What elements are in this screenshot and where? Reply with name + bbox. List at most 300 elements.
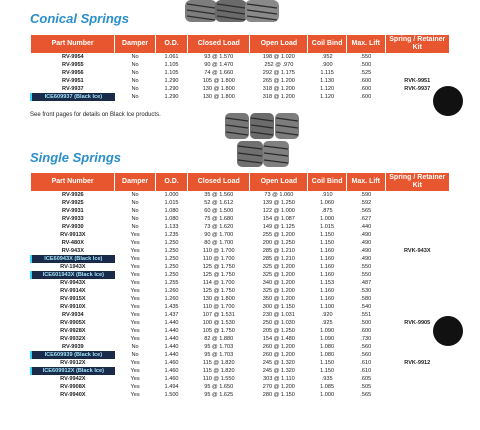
cell-pn: RV-9925 bbox=[62, 200, 84, 206]
cell-pn: RV-9930 bbox=[62, 224, 84, 230]
table-row bbox=[31, 351, 450, 359]
cell-pn: ICE609937 (Black Ice) bbox=[31, 93, 115, 101]
cell-kit bbox=[385, 199, 449, 207]
cell-od: 1.235 bbox=[164, 232, 179, 238]
cell-damper: No bbox=[131, 70, 139, 76]
cell-kit bbox=[385, 61, 449, 69]
cell-lift: .440 bbox=[360, 224, 372, 230]
cell-open: 139 @ 1.250 bbox=[262, 200, 295, 206]
cell-od: 1.250 bbox=[164, 272, 179, 278]
cell-pn: RV-9955 bbox=[62, 62, 84, 68]
cell-open: 154 @ 1.480 bbox=[262, 336, 295, 342]
cell-coil: 1.115 bbox=[320, 70, 334, 76]
table-row bbox=[31, 279, 450, 287]
column-header: Open Load bbox=[250, 35, 308, 53]
cell-damper: Yes bbox=[130, 256, 140, 262]
cell-lift: .525 bbox=[360, 70, 372, 76]
table-row bbox=[31, 391, 450, 399]
cell-open: 200 @ 1.250 bbox=[262, 240, 295, 246]
cell-open: 260 @ 1.200 bbox=[262, 344, 295, 350]
column-header: Coil Bind bbox=[308, 35, 347, 53]
cell-lift: .600 bbox=[360, 328, 372, 334]
cell-closed: 100 @ 1.530 bbox=[202, 320, 235, 326]
cell-kit: RVK-9951 bbox=[404, 78, 431, 84]
cell-open: 122 @ 1.000 bbox=[262, 208, 295, 214]
cell-closed: 95 @ 1.650 bbox=[204, 384, 234, 390]
cell-kit bbox=[385, 375, 449, 383]
table-row bbox=[31, 231, 450, 239]
cell-open: 255 @ 1.200 bbox=[262, 232, 295, 238]
cell-lift: .490 bbox=[360, 256, 372, 262]
cell-closed: 130 @ 1.800 bbox=[202, 86, 235, 92]
cell-coil: 1.160 bbox=[320, 272, 335, 278]
table-row bbox=[31, 375, 450, 383]
single-springs-title: Single Springs bbox=[30, 150, 122, 165]
cell-pn: ICE609939 (Black Ice) bbox=[31, 351, 115, 359]
cell-open: 318 @ 1.200 bbox=[262, 86, 295, 92]
cell-lift: .730 bbox=[360, 336, 372, 342]
cell-od: 1.440 bbox=[164, 352, 179, 358]
cell-lift: .550 bbox=[360, 264, 372, 270]
cell-open: 252 @ .970 bbox=[264, 62, 294, 68]
cell-lift: .565 bbox=[360, 392, 372, 398]
table-row bbox=[31, 247, 450, 255]
table-row bbox=[31, 319, 450, 327]
cell-od: 1.260 bbox=[164, 296, 179, 302]
column-header: Part Number bbox=[31, 35, 115, 53]
cell-lift: .610 bbox=[360, 360, 372, 366]
cell-coil: 1.150 bbox=[320, 240, 335, 246]
table-row bbox=[31, 343, 450, 351]
table-row bbox=[31, 199, 450, 207]
table-row bbox=[31, 215, 450, 223]
cell-lift: .490 bbox=[360, 232, 372, 238]
cell-kit bbox=[385, 255, 449, 263]
cell-pn: RV-9913X bbox=[60, 232, 86, 238]
cell-open: 285 @ 1.210 bbox=[262, 256, 295, 262]
cell-od: 1.460 bbox=[164, 360, 179, 366]
cell-od: 1.290 bbox=[164, 86, 179, 92]
cell-closed: 105 @ 1.750 bbox=[202, 328, 235, 334]
cell-damper: Yes bbox=[130, 368, 140, 374]
table-row bbox=[31, 383, 450, 391]
cell-od: 1.460 bbox=[164, 376, 179, 382]
cell-coil: 1.160 bbox=[320, 296, 335, 302]
cell-damper: No bbox=[131, 62, 139, 68]
cell-damper: Yes bbox=[130, 304, 140, 310]
cell-coil: 1.080 bbox=[320, 352, 335, 358]
cell-closed: 95 @ 1.703 bbox=[204, 352, 234, 358]
cell-lift: .600 bbox=[360, 94, 372, 100]
cell-od: 1.105 bbox=[164, 70, 179, 76]
cell-damper: Yes bbox=[130, 320, 140, 326]
cell-pn: RV-9910X bbox=[60, 304, 86, 310]
cell-open: 340 @ 1.200 bbox=[262, 280, 295, 286]
cell-damper: No bbox=[131, 224, 139, 230]
cell-closed: 74 @ 1.660 bbox=[204, 70, 234, 76]
cell-kit bbox=[385, 343, 449, 351]
cell-damper: No bbox=[131, 208, 139, 214]
cell-kit: RVK-943X bbox=[403, 248, 431, 254]
cell-closed: 80 @ 1.700 bbox=[204, 240, 234, 246]
column-header: Coil Bind bbox=[308, 173, 347, 191]
table-row bbox=[31, 359, 450, 367]
cell-coil: 1.100 bbox=[320, 304, 335, 310]
cell-kit bbox=[385, 263, 449, 271]
cell-pn: RV-9951 bbox=[62, 78, 84, 84]
cell-closed: 95 @ 1.625 bbox=[204, 392, 234, 398]
cell-damper: No bbox=[131, 86, 139, 92]
cell-kit bbox=[385, 223, 449, 231]
cell-kit bbox=[385, 351, 449, 359]
cell-kit bbox=[385, 279, 449, 287]
cell-open: 149 @ 1.125 bbox=[262, 224, 295, 230]
cell-closed: 95 @ 1.703 bbox=[204, 344, 234, 350]
cell-coil: 1.160 bbox=[320, 288, 335, 294]
black-ice-note: See front pages for details on Black Ice products. bbox=[30, 112, 161, 118]
cell-od: 1.437 bbox=[164, 312, 179, 318]
column-header: O.D. bbox=[155, 35, 187, 53]
table-row bbox=[31, 271, 450, 279]
cell-damper: No bbox=[131, 54, 139, 60]
cell-closed: 110 @ 1.700 bbox=[202, 248, 235, 254]
cell-lift: .592 bbox=[360, 200, 372, 206]
cell-open: 245 @ 1.320 bbox=[262, 360, 295, 366]
cell-closed: 130 @ 1.800 bbox=[202, 296, 235, 302]
cell-kit: RVK-9912 bbox=[404, 360, 431, 366]
cell-pn: RV-9931 bbox=[62, 208, 84, 214]
binder-hole bbox=[433, 86, 463, 116]
cell-closed: 125 @ 1.750 bbox=[202, 264, 235, 270]
cell-damper: Yes bbox=[130, 392, 140, 398]
binder-hole bbox=[433, 316, 463, 346]
cell-open: 270 @ 1.200 bbox=[262, 384, 295, 390]
cell-damper: Yes bbox=[130, 272, 140, 278]
cell-closed: 110 @ 1.550 bbox=[202, 376, 235, 382]
cell-od: 1.250 bbox=[164, 248, 179, 254]
cell-coil: .925 bbox=[321, 320, 333, 326]
cell-lift: .487 bbox=[360, 280, 372, 286]
cell-kit bbox=[385, 53, 449, 61]
cell-od: 1.440 bbox=[164, 320, 179, 326]
cell-pn: RV-9926 bbox=[62, 192, 84, 198]
cell-lift: .490 bbox=[360, 248, 372, 254]
cell-od: 1.061 bbox=[164, 54, 179, 60]
cell-pn: RV-9956 bbox=[62, 70, 84, 76]
cell-damper: Yes bbox=[130, 288, 140, 294]
cell-coil: .900 bbox=[321, 62, 333, 68]
cell-damper: No bbox=[131, 192, 139, 198]
table-row bbox=[31, 93, 450, 101]
cell-closed: 60 @ 1.500 bbox=[204, 208, 234, 214]
spring-coil-icon bbox=[185, 0, 279, 22]
cell-closed: 52 @ 1.612 bbox=[204, 200, 234, 206]
cell-od: 1.440 bbox=[164, 328, 179, 334]
cell-damper: No bbox=[131, 344, 139, 350]
cell-damper: No bbox=[131, 200, 139, 206]
cell-lift: .565 bbox=[360, 208, 372, 214]
cell-kit bbox=[385, 271, 449, 279]
single-springs-table bbox=[30, 173, 450, 399]
cell-lift: .605 bbox=[360, 376, 372, 382]
cell-open: 280 @ 1.150 bbox=[262, 392, 295, 398]
cell-od: 1.290 bbox=[164, 78, 179, 84]
cell-lift: .540 bbox=[360, 304, 372, 310]
cell-closed: 90 @ 1.700 bbox=[204, 232, 234, 238]
cell-kit bbox=[385, 215, 449, 223]
cell-kit bbox=[385, 295, 449, 303]
cell-kit bbox=[385, 69, 449, 77]
cell-pn: RV-9905X bbox=[60, 320, 86, 326]
cell-lift: .560 bbox=[360, 344, 372, 350]
table-row bbox=[31, 295, 450, 303]
cell-kit bbox=[385, 207, 449, 215]
cell-pn: RV-480X bbox=[61, 240, 84, 246]
spring-coil-icon bbox=[225, 113, 299, 167]
cell-closed: 73 @ 1.620 bbox=[204, 224, 234, 230]
cell-damper: Yes bbox=[130, 296, 140, 302]
table-row bbox=[31, 223, 450, 231]
cell-coil: .910 bbox=[321, 192, 333, 198]
table-row bbox=[31, 207, 450, 215]
cell-coil: .920 bbox=[321, 312, 333, 318]
table-row bbox=[31, 61, 450, 69]
cell-lift: .500 bbox=[360, 62, 372, 68]
cell-pn: RV-9934 bbox=[62, 312, 84, 318]
table-row bbox=[31, 191, 450, 199]
cell-open: 245 @ 1.320 bbox=[262, 368, 295, 374]
cell-damper: No bbox=[131, 94, 139, 100]
cell-pn: RV-9933 bbox=[62, 216, 84, 222]
cell-lift: .580 bbox=[360, 296, 372, 302]
column-header: Max. Lift bbox=[346, 35, 385, 53]
cell-closed: 93 @ 1.570 bbox=[204, 54, 234, 60]
cell-pn: RV-943X bbox=[61, 248, 84, 254]
cell-damper: Yes bbox=[130, 240, 140, 246]
cell-pn: RV-9937 bbox=[62, 86, 84, 92]
cell-od: 1.000 bbox=[164, 192, 179, 198]
table-row bbox=[31, 255, 450, 263]
cell-coil: 1.090 bbox=[320, 328, 335, 334]
single-springs-image bbox=[225, 113, 300, 168]
cell-damper: No bbox=[131, 78, 139, 84]
cell-damper: Yes bbox=[130, 312, 140, 318]
cell-kit bbox=[385, 191, 449, 199]
cell-pn: RV-1943X bbox=[60, 264, 86, 270]
cell-coil: 1.150 bbox=[320, 232, 335, 238]
cell-od: 1.080 bbox=[164, 208, 179, 214]
cell-coil: 1.130 bbox=[320, 78, 335, 84]
cell-coil: 1.015 bbox=[320, 224, 335, 230]
cell-kit bbox=[385, 391, 449, 399]
column-header: Max. Lift bbox=[346, 173, 385, 191]
cell-coil: 1.160 bbox=[320, 248, 335, 254]
table-row bbox=[31, 335, 450, 343]
cell-open: 265 @ 1.200 bbox=[262, 78, 295, 84]
cell-open: 325 @ 1.200 bbox=[262, 272, 295, 278]
cell-lift: .600 bbox=[360, 78, 372, 84]
column-header: Open Load bbox=[250, 173, 308, 191]
cell-kit bbox=[385, 231, 449, 239]
cell-open: 292 @ 1.175 bbox=[262, 70, 295, 76]
cell-coil: 1.080 bbox=[320, 344, 335, 350]
cell-coil: 1.160 bbox=[320, 256, 335, 262]
cell-damper: Yes bbox=[130, 248, 140, 254]
cell-closed: 107 @ 1.531 bbox=[202, 312, 235, 318]
cell-coil: 1.150 bbox=[320, 360, 335, 366]
cell-od: 1.250 bbox=[164, 256, 179, 262]
cell-damper: Yes bbox=[130, 280, 140, 286]
cell-closed: 75 @ 1.680 bbox=[204, 216, 234, 222]
cell-closed: 125 @ 1.750 bbox=[202, 272, 235, 278]
table-row bbox=[31, 287, 450, 295]
conical-springs-table bbox=[30, 35, 450, 101]
cell-kit bbox=[385, 287, 449, 295]
cell-open: 318 @ 1.200 bbox=[262, 94, 295, 100]
cell-closed: 114 @ 1.700 bbox=[202, 280, 235, 286]
table-row bbox=[31, 85, 450, 93]
cell-damper: Yes bbox=[130, 264, 140, 270]
cell-od: 1.290 bbox=[164, 94, 179, 100]
cell-coil: .952 bbox=[321, 54, 333, 60]
cell-closed: 115 @ 1.820 bbox=[202, 368, 235, 374]
cell-damper: Yes bbox=[130, 384, 140, 390]
cell-od: 1.080 bbox=[164, 216, 179, 222]
cell-lift: .550 bbox=[360, 272, 372, 278]
cell-lift: .505 bbox=[360, 384, 372, 390]
cell-od: 1.133 bbox=[164, 224, 179, 230]
table-row bbox=[31, 303, 450, 311]
cell-od: 1.105 bbox=[164, 62, 179, 68]
cell-closed: 90 @ 1.470 bbox=[204, 62, 234, 68]
cell-pn: ICE601943X (Black Ice) bbox=[31, 271, 115, 279]
cell-damper: Yes bbox=[130, 336, 140, 342]
conical-springs-image bbox=[185, 0, 280, 24]
cell-damper: No bbox=[131, 216, 139, 222]
cell-open: 230 @ 1.031 bbox=[262, 312, 295, 318]
cell-open: 303 @ 1.110 bbox=[262, 376, 295, 382]
cell-kit: RVK-9937 bbox=[404, 86, 431, 92]
column-header: Closed Load bbox=[188, 173, 250, 191]
cell-od: 1.494 bbox=[164, 384, 179, 390]
cell-damper: Yes bbox=[130, 232, 140, 238]
cell-coil: 1.120 bbox=[320, 94, 335, 100]
column-header: Closed Load bbox=[188, 35, 250, 53]
cell-od: 1.500 bbox=[164, 392, 179, 398]
cell-closed: 110 @ 1.700 bbox=[202, 304, 235, 310]
cell-pn: RV-9912X bbox=[60, 360, 86, 366]
cell-lift: .600 bbox=[360, 86, 372, 92]
cell-closed: 130 @ 1.800 bbox=[202, 94, 235, 100]
column-header: Damper bbox=[115, 173, 156, 191]
cell-pn: RV-9943X bbox=[60, 280, 86, 286]
cell-open: 73 @ 1.060 bbox=[264, 192, 294, 198]
column-header: Part Number bbox=[31, 173, 115, 191]
cell-damper: Yes bbox=[130, 376, 140, 382]
cell-open: 198 @ 1.020 bbox=[262, 54, 295, 60]
cell-od: 1.440 bbox=[164, 344, 179, 350]
cell-od: 1.435 bbox=[164, 304, 179, 310]
column-header: Spring / Retainer Kit bbox=[385, 173, 449, 191]
cell-closed: 82 @ 1.880 bbox=[204, 336, 234, 342]
cell-pn: RV-9914X bbox=[60, 288, 86, 294]
cell-coil: .875 bbox=[321, 208, 333, 214]
cell-coil: 1.160 bbox=[320, 264, 335, 270]
cell-closed: 105 @ 1.800 bbox=[202, 78, 235, 84]
cell-open: 300 @ 1.150 bbox=[262, 304, 295, 310]
table-row bbox=[31, 327, 450, 335]
cell-od: 1.460 bbox=[164, 368, 179, 374]
cell-od: 1.260 bbox=[164, 288, 179, 294]
cell-damper: No bbox=[131, 352, 139, 358]
cell-lift: .550 bbox=[360, 54, 372, 60]
cell-coil: 1.060 bbox=[320, 200, 335, 206]
cell-lift: .590 bbox=[360, 192, 372, 198]
cell-pn: RV-9928X bbox=[60, 328, 86, 334]
cell-coil: 1.153 bbox=[320, 280, 335, 286]
cell-coil: 1.000 bbox=[320, 216, 335, 222]
cell-lift: .500 bbox=[360, 320, 372, 326]
cell-open: 350 @ 1.200 bbox=[262, 296, 295, 302]
cell-damper: Yes bbox=[130, 328, 140, 334]
cell-closed: 35 @ 1.560 bbox=[204, 192, 234, 198]
cell-pn: RV-9908X bbox=[60, 384, 86, 390]
cell-open: 325 @ 1.200 bbox=[262, 264, 295, 270]
cell-pn: RV-9932X bbox=[60, 336, 86, 342]
cell-od: 1.250 bbox=[164, 264, 179, 270]
cell-pn: ICE609912X (Black Ice) bbox=[31, 367, 115, 375]
cell-pn: ICE60943X (Black Ice) bbox=[31, 255, 115, 263]
cell-od: 1.015 bbox=[164, 200, 179, 206]
cell-damper: Yes bbox=[130, 360, 140, 366]
column-header: Damper bbox=[115, 35, 156, 53]
cell-lift: .551 bbox=[360, 312, 372, 318]
cell-coil: 1.120 bbox=[320, 86, 335, 92]
cell-lift: .560 bbox=[360, 352, 372, 358]
cell-pn: RV-9915X bbox=[60, 296, 86, 302]
cell-kit bbox=[385, 303, 449, 311]
conical-springs-title: Conical Springs bbox=[30, 11, 129, 26]
column-header: Spring / Retainer Kit bbox=[385, 35, 449, 53]
cell-pn: RV-9940X bbox=[60, 392, 86, 398]
cell-coil: .935 bbox=[321, 376, 333, 382]
table-row bbox=[31, 69, 450, 77]
cell-pn: RV-9939 bbox=[62, 344, 84, 350]
cell-coil: 1.090 bbox=[320, 336, 335, 342]
cell-closed: 115 @ 1.820 bbox=[202, 360, 235, 366]
cell-kit: RVK-9905 bbox=[404, 320, 431, 326]
cell-coil: 1.085 bbox=[320, 384, 335, 390]
cell-kit bbox=[385, 239, 449, 247]
table-row bbox=[31, 263, 450, 271]
cell-lift: .490 bbox=[360, 240, 372, 246]
cell-coil: 1.000 bbox=[320, 392, 335, 398]
cell-closed: 110 @ 1.700 bbox=[202, 256, 235, 262]
table-row bbox=[31, 367, 450, 375]
cell-od: 1.440 bbox=[164, 336, 179, 342]
cell-pn: RV-9942X bbox=[60, 376, 86, 382]
cell-od: 1.255 bbox=[164, 280, 179, 286]
cell-kit bbox=[385, 383, 449, 391]
table-row bbox=[31, 239, 450, 247]
table-row bbox=[31, 53, 450, 61]
cell-closed: 125 @ 1.750 bbox=[202, 288, 235, 294]
cell-open: 154 @ 1.087 bbox=[262, 216, 295, 222]
cell-open: 205 @ 1.250 bbox=[262, 328, 295, 334]
cell-coil: 1.150 bbox=[320, 368, 335, 374]
cell-open: 260 @ 1.200 bbox=[262, 352, 295, 358]
table-row bbox=[31, 311, 450, 319]
